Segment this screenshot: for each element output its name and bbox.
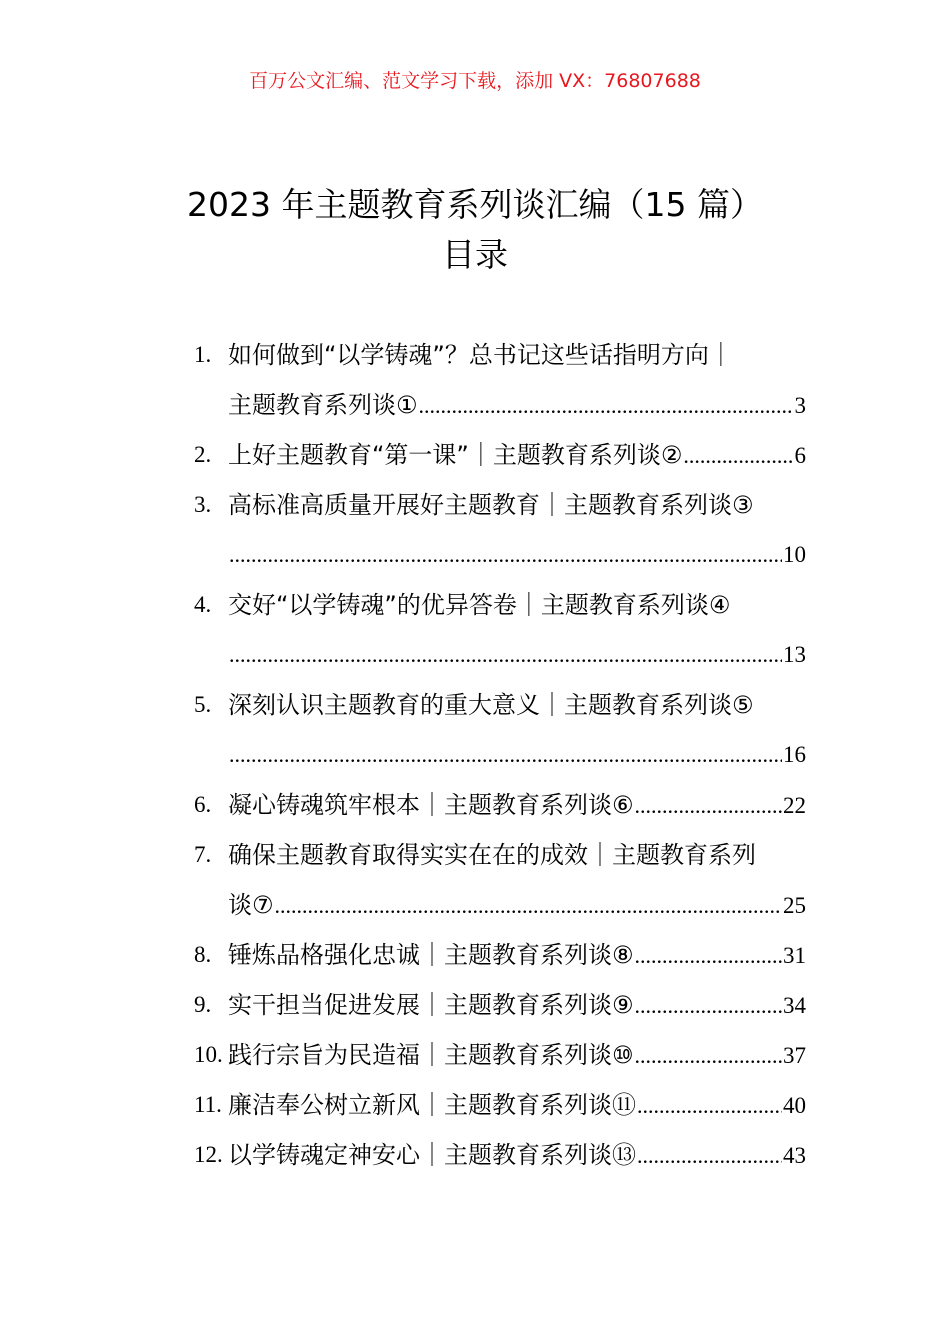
table-of-contents: [194, 330, 806, 1180]
toc-entry-line: [194, 980, 806, 1030]
toc-page-number: 6: [794, 443, 806, 468]
document-title: [0, 180, 950, 280]
toc-entry-number: 9.: [194, 992, 212, 1017]
toc-leader-dots: [229, 530, 782, 580]
toc-entry-line: [194, 480, 806, 530]
toc-entry-number: 3.: [194, 492, 212, 517]
toc-entry-number: 7.: [194, 842, 212, 867]
toc-leader-dots: [635, 781, 782, 831]
toc-entry-number: 11.: [194, 1092, 222, 1117]
toc-leader-dots: [275, 881, 782, 931]
toc-leader-dots: [229, 630, 782, 680]
toc-entry-title: 如何做到“以学铸魂”？总书记这些话指明方向｜: [228, 341, 733, 369]
toc-page-number: 37: [783, 1043, 806, 1068]
toc-entry-line: [194, 430, 806, 480]
toc-entry[interactable]: [194, 330, 806, 430]
toc-entry[interactable]: [194, 430, 806, 480]
toc-leader-dots: [635, 931, 782, 981]
toc-entry-line: [194, 1030, 806, 1080]
toc-entry-title: 锤炼品格强化忠诚｜主题教育系列谈⑧: [228, 941, 634, 969]
toc-entry-line: [194, 1130, 806, 1180]
toc-entry[interactable]: [194, 930, 806, 980]
toc-entry-number: 2.: [194, 442, 212, 467]
toc-leader-dots: [419, 381, 794, 431]
toc-entry-title: 以学铸魂定神安心｜主题教育系列谈⑬: [228, 1141, 636, 1169]
toc-page-number: 10: [783, 542, 806, 567]
toc-entry-title: 深刻认识主题教育的重大意义｜主题教育系列谈⑤: [228, 691, 754, 719]
toc-entry-line: [194, 330, 806, 380]
toc-entry-line: [194, 830, 806, 880]
toc-entry[interactable]: [194, 480, 806, 580]
toc-entry-title: 实干担当促进发展｜主题教育系列谈⑨: [228, 991, 634, 1019]
toc-entry-title: 高标准高质量开展好主题教育｜主题教育系列谈③: [228, 491, 754, 519]
title-line-1: 2023 年主题教育系列谈汇编（15 篇）: [187, 185, 763, 224]
toc-entry-line: [194, 880, 806, 930]
toc-entry-title: 廉洁奉公树立新风｜主题教育系列谈⑪: [228, 1091, 636, 1119]
toc-page-number: 40: [783, 1093, 806, 1118]
toc-entry[interactable]: [194, 1130, 806, 1180]
toc-entry-line: [194, 930, 806, 980]
toc-page-number: 25: [783, 893, 806, 918]
toc-entry-line: [194, 680, 806, 730]
toc-page-number: 34: [783, 993, 806, 1018]
toc-leader-dots: [637, 1131, 782, 1181]
toc-entry[interactable]: [194, 1080, 806, 1130]
toc-entry-line: [194, 380, 806, 430]
toc-entry[interactable]: [194, 980, 806, 1030]
toc-entry-line: [194, 730, 806, 780]
toc-leader-dots: [637, 1081, 782, 1131]
toc-entry-number: 8.: [194, 942, 212, 967]
toc-page-number: 3: [794, 393, 806, 418]
toc-page-number: 43: [783, 1143, 806, 1168]
toc-page-number: 16: [783, 742, 806, 767]
toc-entry[interactable]: [194, 780, 806, 830]
toc-entry-line: [194, 630, 806, 680]
toc-entry-line: [194, 1080, 806, 1130]
toc-page-number: 31: [783, 943, 806, 968]
toc-entry-line: [194, 530, 806, 580]
toc-entry-title: 主题教育系列谈①: [228, 391, 418, 419]
toc-entry-number: 4.: [194, 592, 212, 617]
toc-entry[interactable]: [194, 830, 806, 930]
toc-entry[interactable]: [194, 680, 806, 780]
toc-leader-dots: [635, 981, 782, 1031]
toc-entry[interactable]: [194, 1030, 806, 1080]
toc-page-number: 22: [783, 793, 806, 818]
toc-leader-dots: [229, 730, 782, 780]
toc-entry[interactable]: [194, 580, 806, 680]
toc-entry-title: 交好“以学铸魂”的优异答卷｜主题教育系列谈④: [228, 591, 731, 619]
title-line-2: 目录: [442, 235, 508, 274]
toc-entry-number: 10.: [194, 1042, 223, 1067]
toc-entry-title: 践行宗旨为民造福｜主题教育系列谈⑩: [228, 1041, 634, 1069]
toc-entry-number: 12.: [194, 1142, 223, 1167]
toc-entry-line: [194, 580, 806, 630]
toc-entry-line: [194, 780, 806, 830]
toc-entry-title: 凝心铸魂筑牢根本｜主题教育系列谈⑥: [228, 791, 634, 819]
toc-leader-dots: [683, 431, 793, 481]
toc-page-number: 13: [783, 642, 806, 667]
toc-entry-title: 谈⑦: [228, 891, 274, 919]
toc-entry-number: 5.: [194, 692, 212, 717]
toc-leader-dots: [635, 1031, 782, 1081]
header-note: 百万公文汇编、范文学习下载，添加 VX：76807688: [249, 70, 701, 92]
toc-entry-number: 1.: [194, 342, 212, 367]
toc-entry-title: 上好主题教育“第一课”｜主题教育系列谈②: [228, 441, 683, 469]
toc-entry-number: 6.: [194, 792, 212, 817]
toc-entry-title: 确保主题教育取得实实在在的成效｜主题教育系列: [228, 841, 756, 869]
